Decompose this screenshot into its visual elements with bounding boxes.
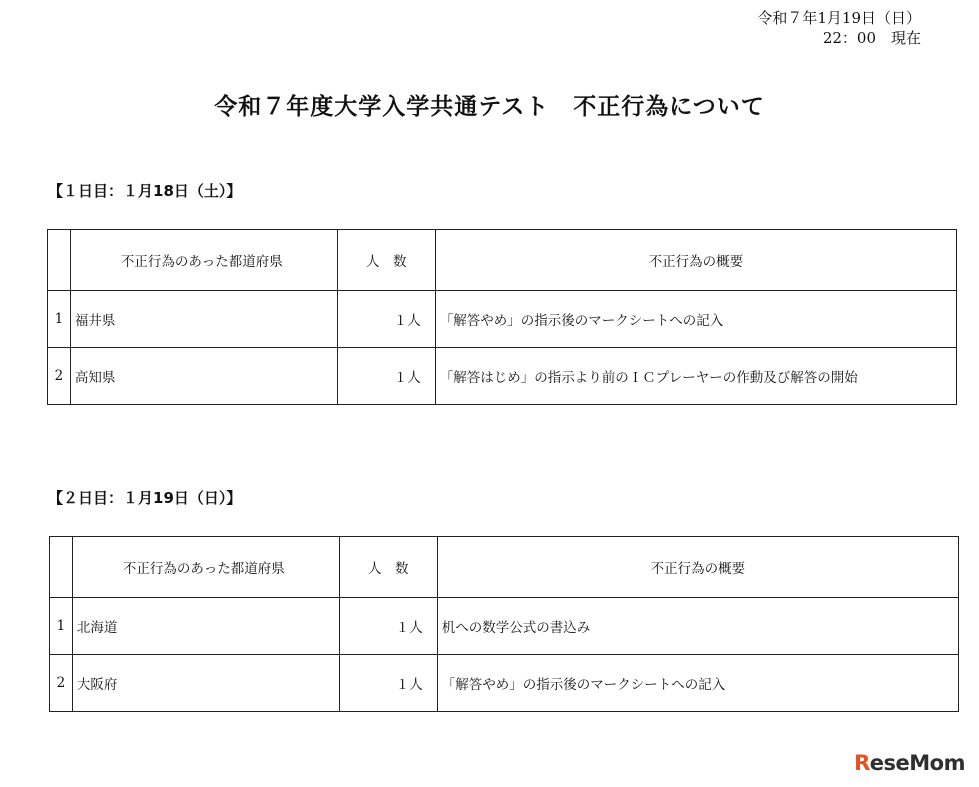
row-count: １人: [337, 291, 435, 348]
day2-heading: 【２日目：１月19日（日）】: [48, 489, 242, 507]
row-count: １人: [339, 655, 437, 712]
row-prefecture: 高知県: [70, 348, 337, 405]
header-prefecture: 不正行為のあった都道府県: [70, 230, 337, 291]
header-summary: 不正行為の概要: [435, 230, 956, 291]
day1-table: [47, 229, 957, 405]
header-count: 人 数: [339, 537, 437, 598]
document-title: 令和７年度大学入学共通テスト 不正行為について: [214, 94, 765, 120]
day1-heading: 【１日目：１月18日（土）】: [48, 182, 242, 200]
report-time: 22：00 現在: [822, 29, 921, 47]
row-number: 2: [50, 655, 73, 712]
row-prefecture: 北海道: [72, 598, 339, 655]
header-summary: 不正行為の概要: [437, 537, 958, 598]
row-summary: 「解答はじめ」の指示より前のＩＣプレーヤーの作動及び解答の開始: [435, 348, 956, 405]
row-summary: 「解答やめ」の指示後のマークシートへの記入: [437, 655, 958, 712]
table-header-row: [48, 230, 957, 291]
header-count: 人 数: [337, 230, 435, 291]
resemom-logo: [854, 751, 965, 775]
row-count: １人: [337, 348, 435, 405]
report-date-block: [757, 8, 921, 48]
row-summary: 「解答やめ」の指示後のマークシートへの記入: [435, 291, 956, 348]
day2-table: [49, 536, 959, 712]
table-row: [50, 655, 959, 712]
row-count: １人: [339, 598, 437, 655]
header-number-cell: [48, 230, 71, 291]
row-summary: 机への数学公式の書込み: [437, 598, 958, 655]
table-row: [50, 598, 959, 655]
table-row: [48, 348, 957, 405]
table-header-row: [50, 537, 959, 598]
report-date: 令和７年1月19日（日）: [757, 9, 921, 27]
table-row: [48, 291, 957, 348]
header-number-cell: [50, 537, 73, 598]
row-number: 1: [50, 598, 73, 655]
row-prefecture: 大阪府: [72, 655, 339, 712]
header-prefecture: 不正行為のあった都道府県: [72, 537, 339, 598]
row-number: 2: [48, 348, 71, 405]
logo-text: ReseMom: [854, 751, 965, 775]
row-number: 1: [48, 291, 71, 348]
row-prefecture: 福井県: [70, 291, 337, 348]
